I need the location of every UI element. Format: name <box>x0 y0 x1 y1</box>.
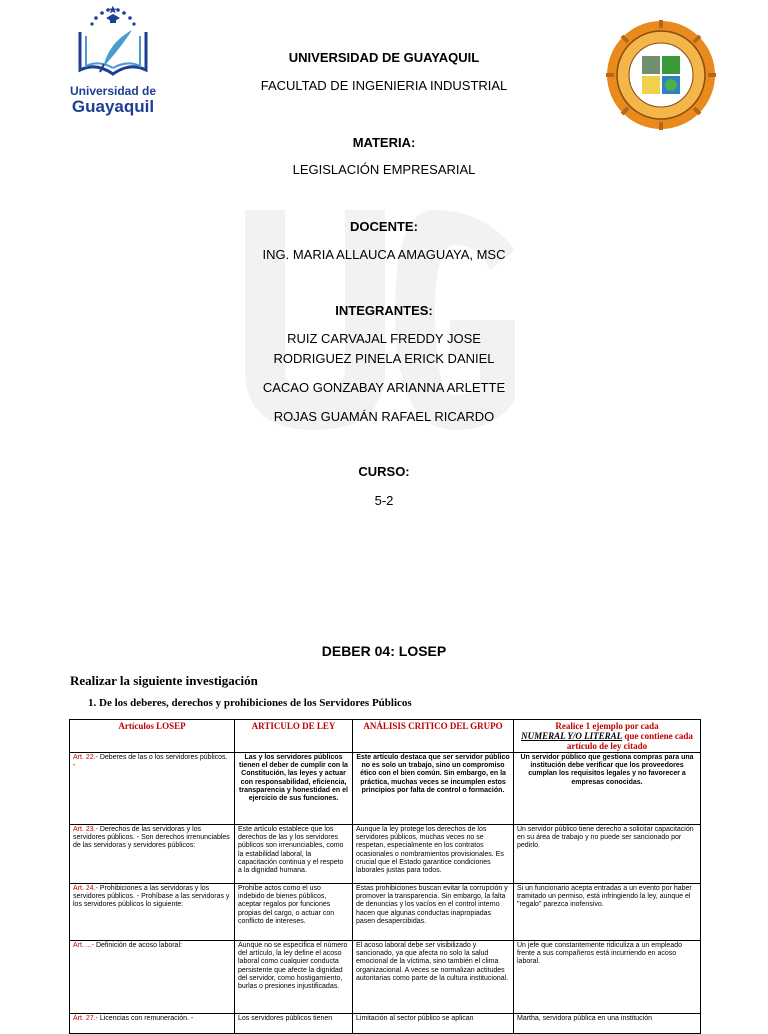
table-row <box>70 825 701 884</box>
cell-ejemplo: Un jefe que constantemente ridiculiza a un empleado frente a sus compañeros está incurriendo en acoso laboral. <box>514 941 701 1014</box>
cell-ejemplo: Martha, servidora pública en una institución <box>514 1014 701 1034</box>
assignment-title: DEBER 04: LOSEP <box>321 643 447 659</box>
article-title: Definición de acoso laboral: <box>95 942 182 949</box>
logo-line2: Guayaquil <box>71 97 155 116</box>
member-2: RODRIGUEZ PINELA ERICK DANIEL <box>273 351 495 366</box>
cell-analisis: Estas prohibiciones buscan evitar la corrupción y promover la transparencia. Sin embargo, la falta de denuncias y los vacíos en el control interno hacen que algunas conductas inapropiadas pasen desapercibidas. <box>353 884 514 941</box>
article-number: Art. 23.- <box>73 826 98 833</box>
article-number: Art. 22.- <box>73 754 98 761</box>
member-4: ROJAS GUAMÁN RAFAEL RICARDO <box>273 409 495 424</box>
article-number: Art. ...- <box>73 942 94 949</box>
article-title: Licencias con remuneración. - <box>99 1015 194 1022</box>
docente-value: ING. MARIA ALLAUCA AMAGUAYA, MSC <box>262 247 506 262</box>
header-ejemplo <box>514 720 701 753</box>
integrantes-label: INTEGRANTES: <box>335 303 433 318</box>
cell-ley: Las y los servidores públicos tienen el deber de cumplir con la Constitución, las leyes y actuar con responsabilidad, eficiencia, transparencia y honestidad en el ejercicio de sus funciones. <box>235 753 353 825</box>
faculty-seal <box>606 20 716 130</box>
cell-ley: Prohíbe actos como el uso indebido de bienes públicos, aceptar regalos por funciones propias del cargo, o actuar con conflicto de intereses. <box>235 884 353 941</box>
article-number: Art. 24.- <box>73 885 98 892</box>
materia-value: LEGISLACIÓN EMPRESARIAL <box>292 162 476 177</box>
member-1: RUIZ CARVAJAL FREDDY JOSE <box>287 331 481 346</box>
article-title: Prohibiciones a las servidoras y los servidores públicos. - Prohíbase a las servidoras y los servidores públicos lo siguiente: <box>73 885 230 909</box>
cell-articulo <box>70 941 235 1014</box>
cell-articulo <box>70 825 235 884</box>
cell-analisis: Limitación al sector público se aplican <box>353 1014 514 1034</box>
cell-ley: Este artículo establece que los derechos de las y los servidores públicos son irrenunciables, como la estabilidad laboral, la capacitación continua y el respeto a la dignidad humana. <box>235 825 353 884</box>
header-ejemplo-c: que contiene cada artículo de ley citado <box>566 731 693 751</box>
cell-ejemplo: Un servidor público que gestiona compras para una institución debe verificar que los proveedores cumplan los requisitos legales y no favorecer a empresas conocidas. <box>514 753 701 825</box>
cell-ejemplo: Un servidor público tiene derecho a solicitar capacitación en su área de trabajo y no puede ser sancionado por pedirlo. <box>514 825 701 884</box>
cell-analisis: El acoso laboral debe ser visibilizado y sancionado, ya que afecta no solo la salud emocional de la víctima, sino también el clima organizacional. A veces se normalizan actitudes autoritarias como parte de la cultura institucional. <box>353 941 514 1014</box>
header-ejemplo-a: Realice 1 ejemplo por cada <box>555 721 659 731</box>
cell-analisis: Este artículo destaca que ser servidor público no es solo un trabajo, sino un compromiso ético con el bien común. Sin embargo, en la práctica, muchas veces se incumplen estos principios por falta de control o formación. <box>353 753 514 825</box>
cell-ley: Los servidores públicos tienen <box>235 1014 353 1034</box>
header-articulos: Artículos LOSEP <box>70 720 235 753</box>
materia-label: MATERIA: <box>352 135 416 150</box>
header-articulo-ley: ARTICULO DE LEY <box>235 720 353 753</box>
curso-label: CURSO: <box>358 464 410 479</box>
header-ejemplo-b: NUMERAL Y/O LITERAL <box>521 731 623 741</box>
list-item-1: 1. De los deberes, derechos y prohibiciones de los Servidores Públicos <box>88 697 412 709</box>
university-name: UNIVERSIDAD DE GUAYAQUIL <box>288 50 480 65</box>
table-row <box>70 753 701 825</box>
cell-analisis: Aunque la ley protege los derechos de los servidores públicos, muchas veces no se respetan, especialmente en los contratos ocasionales o nombramientos provisionales. Es crucial que el Estado garantice condiciones laborales justas para todos. <box>353 825 514 884</box>
header-analisis: ANÁLISIS CRITICO DEL GRUPO <box>353 720 514 753</box>
cell-ejemplo: Si un funcionario acepta entradas a un evento por haber tramitado un permiso, está infringiendo la ley, aunque el "regalo" parezca inofensivo. <box>514 884 701 941</box>
member-3: CACAO GONZABAY ARIANNA ARLETTE <box>262 380 506 395</box>
cell-articulo <box>70 753 235 825</box>
article-number: Art. 27.- <box>73 1015 98 1022</box>
docente-label: DOCENTE: <box>350 219 418 234</box>
faculty-name: FACULTAD DE INGENIERIA INDUSTRIAL <box>260 78 508 93</box>
cell-ley: Aunque no se especifica el número del artículo, la ley define el acoso laboral como cualquier conducta persistente que afecte la dignidad del servidor, como hostigamiento, burlas o presiones injustificadas. <box>235 941 353 1014</box>
article-title: Derechos de las servidoras y los servidores públicos. - Son derechos irrenunciables de las servidoras y servidores públicos: <box>73 826 230 850</box>
cell-articulo <box>70 884 235 941</box>
logo-line1: Universidad de <box>69 84 157 98</box>
table-row <box>70 884 701 941</box>
article-title: Deberes de las o los servidores públicos. - <box>73 754 228 770</box>
curso-value: 5-2 <box>374 493 394 508</box>
table-row <box>70 941 701 1014</box>
table-header-row <box>70 720 701 753</box>
losep-table <box>69 719 701 1034</box>
instruction: Realizar la siguiente investigación <box>70 673 258 688</box>
